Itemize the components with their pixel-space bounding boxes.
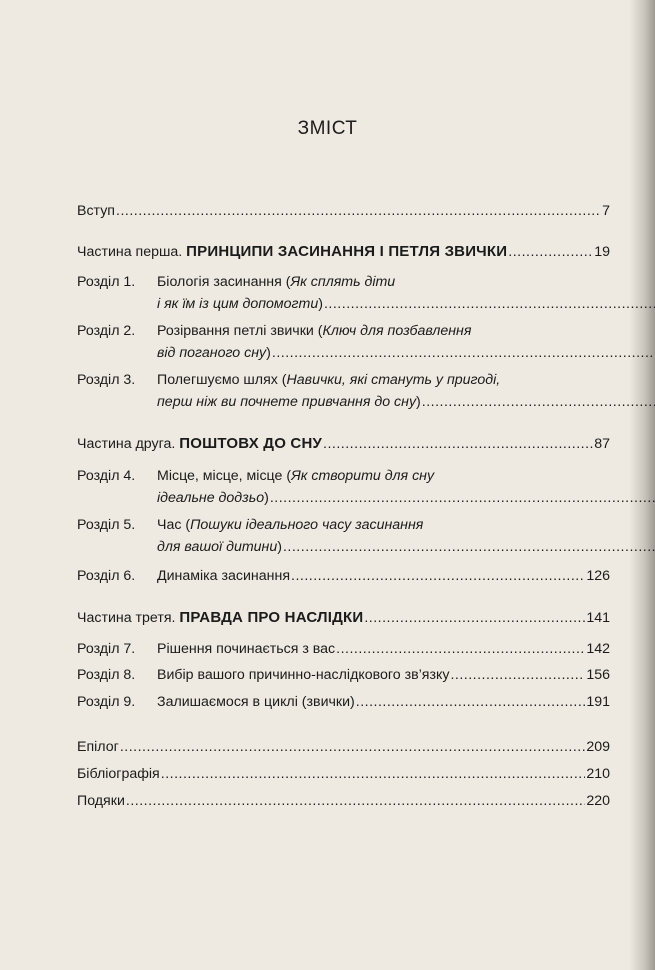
entry-label: Подяки <box>77 793 125 809</box>
chapter-title: Біологія засинання ( <box>157 274 291 290</box>
toc-entry-bibliography <box>77 763 610 785</box>
chapter-title: Залишаємося в циклі (звички) <box>157 694 355 710</box>
chapter-number: Розділ 9. <box>77 694 136 710</box>
part-prefix: Частина третя. <box>77 610 176 626</box>
toc-chapter-8 <box>77 664 610 686</box>
chapter-number: Розділ 7. <box>77 641 136 657</box>
chapter-title: Розірвання петлі звички ( <box>157 323 323 339</box>
chapter-subtitle-line1: Як створити для сну <box>291 468 435 484</box>
page-number: 87 <box>594 436 610 452</box>
dot-leader <box>291 565 585 587</box>
dot-leader <box>270 487 655 509</box>
part-name: ПРИНЦИПИ ЗАСИНАННЯ І ПЕТЛЯ ЗВИЧКИ <box>186 243 508 260</box>
toc-chapter-6 <box>77 565 610 587</box>
toc-entry-intro <box>77 200 610 222</box>
part-name: ПОШТОВХ ДО СНУ <box>179 435 323 452</box>
dot-leader <box>323 433 593 455</box>
chapter-subtitle-line2: перш ніж ви почнете привчання до сну <box>157 394 417 410</box>
toc-entry-thanks <box>77 790 610 812</box>
chapter-title: Рішення починається з вас <box>157 641 336 657</box>
part-name: ПРАВДА ПРО НАСЛІДКИ <box>179 609 364 626</box>
part-prefix: Частина перша. <box>77 244 183 260</box>
chapter-subtitle-line2: від поганого сну <box>157 345 267 361</box>
chapter-subtitle-line1: Ключ для позбавлення <box>322 323 472 339</box>
entry-label: Бібліографія <box>77 766 160 782</box>
entry-label: Епілог <box>77 739 119 755</box>
dot-leader <box>356 691 586 713</box>
page-number: 210 <box>586 766 610 782</box>
dot-leader <box>272 342 655 364</box>
chapter-title: Вибір вашого причинно-наслідкового зв’язку <box>157 667 450 683</box>
dot-leader <box>450 664 585 686</box>
page-number: 141 <box>586 610 610 626</box>
entry-label: Вступ <box>77 203 115 219</box>
toc-part-3 <box>77 607 610 629</box>
chapter-number: Розділ 2. <box>77 323 136 339</box>
chapter-number: Розділ 8. <box>77 667 136 683</box>
close-paren: ) <box>416 394 421 410</box>
dot-leader <box>336 638 585 660</box>
toc-part-2 <box>77 433 610 455</box>
page-number: 19 <box>594 244 610 260</box>
chapter-number: Розділ 5. <box>77 517 136 533</box>
chapter-title: Час ( <box>157 517 191 533</box>
chapter-number: Розділ 3. <box>77 372 136 388</box>
close-paren: ) <box>318 296 323 312</box>
page-number: 191 <box>586 694 610 710</box>
chapter-subtitle-line2: для вашої дитини <box>157 539 278 555</box>
close-paren: ) <box>266 345 271 361</box>
chapter-title: Місце, місце, місце ( <box>157 468 292 484</box>
page-title: ЗМІСТ <box>297 118 358 139</box>
chapter-title: Динаміка засинання <box>157 568 291 584</box>
toc-chapter-1 <box>77 271 610 315</box>
dot-leader <box>120 736 586 758</box>
toc-chapter-3 <box>77 369 610 413</box>
dot-leader <box>283 536 655 558</box>
chapter-number: Розділ 1. <box>77 274 136 290</box>
chapter-subtitle-line2: ідеальне додзьо <box>157 490 265 506</box>
chapter-subtitle-line1: Навички, які стануть у пригоді, <box>286 372 501 388</box>
page-number: 209 <box>586 739 610 755</box>
dot-leader <box>364 607 585 629</box>
page-number: 7 <box>602 203 610 219</box>
toc-part-1 <box>77 241 610 263</box>
chapter-title: Полегшуємо шлях ( <box>157 372 287 388</box>
close-paren: ) <box>264 490 269 506</box>
dot-leader <box>422 391 655 413</box>
dot-leader <box>324 293 655 315</box>
chapter-subtitle-line2: і як їм із цим допомогти <box>157 296 319 312</box>
toc-chapter-9 <box>77 691 610 713</box>
part-prefix: Частина друга. <box>77 436 176 452</box>
page-number: 142 <box>586 641 610 657</box>
toc-chapter-7 <box>77 638 610 660</box>
chapter-subtitle-line1: Як сплять діти <box>290 274 396 290</box>
chapter-number: Розділ 6. <box>77 568 136 584</box>
chapter-number: Розділ 4. <box>77 468 136 484</box>
dot-leader <box>126 790 585 812</box>
toc-chapter-4 <box>77 465 610 509</box>
chapter-subtitle-line1: Пошуки ідеального часу засинання <box>190 517 424 533</box>
dot-leader <box>161 763 586 785</box>
toc-chapter-2 <box>77 320 610 364</box>
toc-entry-epilogue <box>77 736 610 758</box>
page-number: 126 <box>586 568 610 584</box>
toc-chapter-5 <box>77 514 610 558</box>
close-paren: ) <box>277 539 282 555</box>
dot-leader <box>116 200 601 222</box>
dot-leader <box>508 241 593 263</box>
page-number: 220 <box>586 793 610 809</box>
page-number: 156 <box>586 667 610 683</box>
